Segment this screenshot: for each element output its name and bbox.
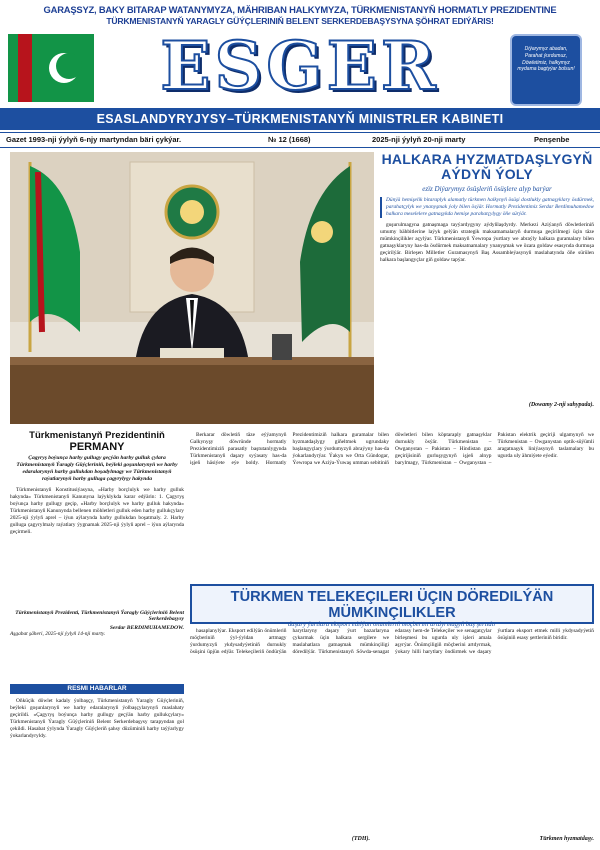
official-news-bar: RESMI HABARLAR — [10, 684, 184, 694]
issue-number: № 12 (1668) — [268, 135, 311, 144]
middle-article — [190, 432, 594, 580]
top-banner-line-2: TÜRKMENISTANYŇ YARAGLY GÜÝÇLERINIŇ BELENT SERKERDEBAŞYSYNA ŞÖHRAT EDIÝÄRIS! — [106, 16, 494, 26]
newspaper-logo: ESGER — [160, 27, 440, 105]
issue-infobar — [0, 132, 600, 148]
photo-illustration — [10, 152, 374, 424]
decree-heading: Türkmenistanyň Prezidentiniň — [29, 430, 165, 441]
trade-article-text: hasaplanylýar. Eksport edilýän önümleriň möçberiniň ýyl-ýyldan artmagy ýurdumyzyň ykdysadyýetiniň durnukly ösüşini üpjün edýär. Telekeçileriň öndürýän harytlaryny daşary ýurt bazarlaryna çykarmak üçin halkara sergilere we maslahatlara gatnaşmak mümkinçiligi döredilýär. Türkmenistanyň Söwda-senagat edarasy hem-de Telekeçiler we senagatçylar birleşmesi bu ugurda uly işleri amala aşyrýar. Önümçiligiň möçberini artdyrmak, ýokary hilli harytlary öndürmek we daşary ýurtlara eksport etmek milli ykdysadyýetiň ösüşiniň esasy şertleriniň biridir. — [190, 628, 594, 656]
official-news-source: (TDH). — [351, 836, 370, 842]
trade-sub: daşary ýurtlara eksport edilýän önümleriň möçberini artdyrmagyň baş şertidir — [287, 621, 497, 629]
trade-author: Türkmen hyzmatdaşy. — [539, 836, 594, 842]
trade-headline-box — [190, 584, 594, 629]
subtitle-bar: ESASLANDYRYJYSY–TÜRKMENISTANYŇ MINISTRLER KABINETI — [0, 108, 600, 130]
decree-sign-name: Serdar BERDIMUHAMEDOW. — [109, 624, 184, 631]
masthead — [0, 0, 600, 152]
decree — [10, 430, 184, 638]
slogan-box: Diýarymyz abadan, Parahat ýurdumuz, Döwletimiz, halkymyz mydama bagtyýar bolsun! — [510, 34, 582, 106]
president-photo — [10, 152, 374, 424]
decree-title: PERMANY — [69, 441, 125, 453]
right-article-sub: ezïz Diýarymyz ösüşleriň ösüşlere alyp barýar — [422, 184, 552, 193]
official-news-text: Öňküçik döwlet kadaly ýolbaşçy, Türkmenistanyň Ýaragly Güýçleriniň, beýleki goşunlarynyň we harby edaralarynyň ýolbaşçylarynyň maslahaty geçirildi. «Çagyryş boýunça harby gullugy geçýän harby gullukçylary» Türkmenistanyň Ýaragly Güýçleriniň Belent Serkerdebaşysy tarapyndan gol çekildi. Hasabat ýylynda Ýaragly Güýçleriň şahsy düzüminiň harby taýýarlygy ýokarlandyryldy. — [10, 698, 184, 740]
decree-sign-place: Aşgabat şäheri, 2025-nji ýylyň 14-nji marty. — [10, 630, 106, 637]
right-article-title: HALKARA HYZMATDAŞLYGYŇ AÝDYŇ ÝOLY — [381, 151, 593, 183]
turkmen-flag-left-icon — [8, 28, 94, 108]
right-article-intro: Dünýä hemişelik bitaraplyk alamatly türkmen halkynyň ösüşi dostlukly gatnaşyklary ösdürmek, parahatçylyk we ynanyşmak ýoly bilen ösýär. Hormatly Prezidentimiz Serdar Berdimuhamedow halkara meselelere gatnaşykda hemişe parahatçylygy öňe sürýär. — [380, 197, 594, 218]
decree-intro: Çagyryş boýunça harby gullugy geçýän harby gulluk çylara Türkmenistanyň Ýaragly Güýçleriniň, beýleki goşunlarynyň we harby edaralarynyň harby gullukdan boşadylmagy we Türkmenistanyň raýatlarynyň harby gullugа çagyrylyşy hakynda — [16, 455, 178, 482]
middle-article-text: Berkarar döwletiň täze eýýamynyň Galkynyşy döwründe hormatly Prezidentimiziň parasatly baştutanlygynda Türkmenistanyň daşary syýasaty has-da işjeň häsiýete eýe boldy. Hormatly Prezidentimiziň halkara guramalar bilen hyzmatdaşlygy giňeltmek ugrundaky başlangyçlary ýurdumyzyň abraýyny has-da ýokarlandyrýar. Ýakyn we Orta Gündogar, Ýewropa we Aziýa-Ýuwaş umman sebitiniň döwletleri bilen köptaraply gatnaşyklar durnukly ösýär. Türkmenistan – Owganystan – Pakistan – Hindistan gaz geçirijisiniň gurluşygynyň işjeň alnyp barylmagy, Türkmenistan – Owganystan – Pakistan elektrik geçiriji ulgamynyň we Türkmenistan – Owganystan optik-süýümli aragatnaşyk liniýasynyň taslamalary bu ugurda uly ähmiýete eýedir. — [190, 432, 594, 467]
decree-text: Türkmenistanyň Konstitusiýasyna, «Harby borçlulyk we harby gulluk hakynda» Türkmenistanyň Kanunyna laýyklykda karar edýärin: 1. Çagyryş boýunça harby gullugy geçip, «Harby borçlulyk we harby gulluk hakynda» Türkmenistanyň Kanunynda bellenen möhletleri gulluk eden harby gullukçylary 2025-nji ýylyň aprel – iýun aýlarynda harby gullukdan boşatmaly. 2. Harby gulluga çagyrylmaly raýatlary ýygnamak 2025-nji ýylyň aprel – iýun aýlarynda geçirmeli. — [10, 486, 184, 536]
right-article-body: guşurulmagyna gatnaşmaga tayýardygyny aýdyňlaşdyrdy. Merkezi Aziýanyň döwletleriniň umumy bähbitlerine laýyk gelýän strategik maksatnamalaryň durmuşa geçirilmegi üçin täze mümkinçilikler açylýar. Türkmenistanyň Ýewropa ýurtlary we abraýly halkara guramalary bilen gatnaşyklaryny has-da ösdürmek maksatnamalary ynanyşmak we özara goldaw esasynda durmuşa geçirilýär. Birleşen Milletler Guramasynyň Baş Assambleýasynyň maslahatynda öňe sürülen halkara başlangyçlar giň goldaw tapýar. — [380, 221, 594, 263]
right-article — [380, 152, 594, 408]
issue-weekday: Penşenbe — [534, 135, 570, 144]
since-text: Gazet 1993-nji ýylyň 6-njy martyndan bäri çykýar. — [6, 135, 182, 144]
right-article-continued: (Dowamy 2-nji sahypada). — [528, 401, 594, 408]
top-banner-line-1: GARAŞSYZ, BAKY BITARAP WATANYMYZA, MÄHRIBAN HALKYMYZA, TÜRKMENISTANYŇ HORMATLY PREZIDENTINE — [43, 4, 557, 15]
issue-date: 2025-nji ýylyň 20-nji marty — [372, 135, 466, 144]
decree-sign-role: Türkmenistanyň Prezidenti, Türkmenistanyň Ýaragly Güýçleriniň Belent Serkerdebaşysy — [15, 609, 184, 622]
trade-title: TÜRKMEN TELEKEÇILERI ÜÇIN DÖREDILÝÄN MÜMKINÇILIKLER — [230, 589, 554, 622]
